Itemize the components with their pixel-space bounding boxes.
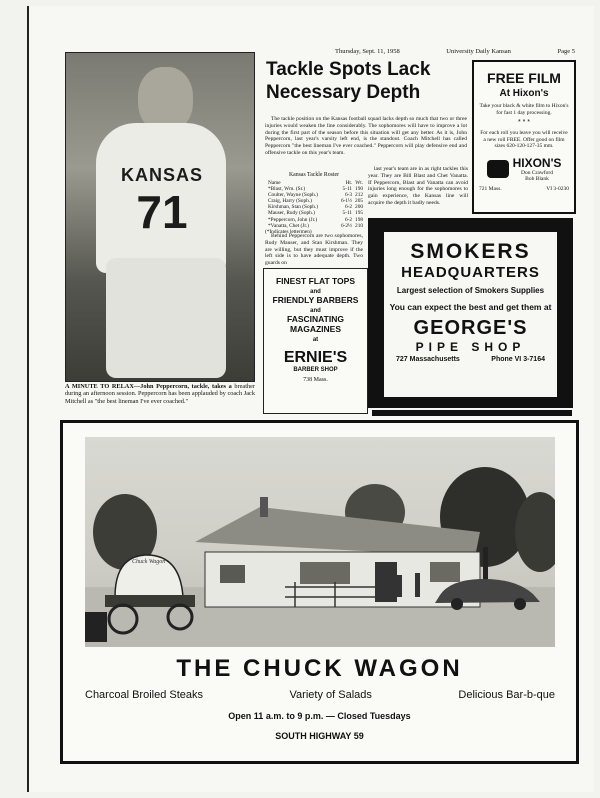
chuck-wagon-hours: Open 11 a.m. to 9 p.m. — Closed Tuesdays bbox=[228, 711, 411, 721]
roster-name: *Blast, Wm. (Sr.) bbox=[268, 186, 306, 193]
roster-wt: 210 bbox=[355, 222, 363, 229]
divider-rule bbox=[372, 410, 572, 416]
roster-table bbox=[265, 180, 363, 235]
menu-item-barbque: Delicious Bar-b-que bbox=[458, 689, 555, 701]
roster-wt: 195 bbox=[355, 210, 363, 217]
roster-wt: 205 bbox=[355, 198, 363, 205]
staff-name-2: Bob Blank bbox=[525, 176, 549, 182]
roster-name: *Vanatta, Chet (Jr.) bbox=[268, 222, 309, 229]
hixons-brand: HIXON'S bbox=[512, 155, 562, 170]
georges-name: GEORGE'S bbox=[413, 317, 528, 339]
roster-ht: 6-1½ bbox=[341, 198, 353, 205]
smokers-line-2: HEADQUARTERS bbox=[401, 264, 540, 281]
hixons-logo bbox=[474, 156, 574, 183]
header-page-number: Page 5 bbox=[557, 48, 575, 55]
film-ad-line-2: For each roll you leave you will receive a new roll FREE. Offer good on film sizes 620-120-127-35 mm. bbox=[480, 130, 568, 149]
article-headline bbox=[266, 58, 466, 104]
film-ad-footer bbox=[479, 186, 569, 192]
smokers-line-4: You can expect the best and get them at bbox=[389, 302, 552, 312]
roster-note: (*Indicates lettermen) bbox=[265, 228, 312, 235]
ernie-address: 738 Mass. bbox=[303, 377, 328, 383]
menu-item-salads: Variety of Salads bbox=[289, 689, 372, 701]
menu-item-steaks: Charcoal Broiled Steaks bbox=[85, 689, 204, 701]
roster-wt: 212 bbox=[355, 192, 363, 199]
smokers-line-3: Largest selection of Smokers Supplies bbox=[396, 286, 545, 295]
roster-name: Mauser, Rudy (Soph.) bbox=[268, 210, 315, 217]
chuck-wagon-address: SOUTH HIGHWAY 59 bbox=[275, 731, 364, 741]
headline-line-1: Tackle Spots Lack bbox=[266, 59, 431, 80]
roster-ht: 6-2 bbox=[344, 204, 353, 211]
roster-wt: 190 bbox=[355, 186, 363, 193]
smokers-ad-panel bbox=[384, 232, 557, 397]
football-player-photo bbox=[65, 52, 255, 382]
smokers-address: 727 Massachusetts bbox=[396, 356, 460, 363]
roster-header-ht: Ht. bbox=[345, 180, 353, 186]
roster-ht: 6-2 bbox=[344, 216, 353, 223]
chuck-wagon-title: THE CHUCK WAGON bbox=[176, 655, 463, 682]
roster-header-wt: Wt. bbox=[355, 180, 363, 186]
film-ad-address: 721 Mass. bbox=[479, 185, 502, 192]
smokers-line-1: SMOKERS bbox=[410, 240, 531, 263]
roster-title: Kansas Tackle Roster bbox=[288, 172, 340, 178]
restaurant-sketch bbox=[85, 437, 555, 647]
smokers-phone: Phone VI 3-7164 bbox=[491, 356, 545, 363]
roster-header-name: Name bbox=[268, 180, 281, 186]
roster-name: Coulter, Wayne (Soph.) bbox=[268, 192, 318, 199]
ernies-barber-ad bbox=[263, 268, 368, 414]
roster-ht: 5-11 bbox=[342, 186, 353, 193]
caption-lead: A MINUTE TO RELAX—John Peppercorn, tackle, takes a bbox=[65, 383, 232, 390]
smokers-headquarters-ad bbox=[368, 218, 573, 408]
article-column-2: last year's team are in as right tackles this year. They are Bill Blast and Chet Vanatta. If Peppercorn, Blast and Vanatta can avoid injuries long enough for the sophomores to gain experience, the Kansas line will acquire the depth it badly needs. bbox=[368, 166, 468, 206]
wagon-sign: Chuck Wagon bbox=[132, 559, 166, 565]
ernie-line-1: FINEST FLAT TOPS bbox=[275, 276, 356, 286]
headline-line-2: Necessary Depth bbox=[266, 82, 421, 103]
film-ad-phone: VI 3-0230 bbox=[546, 185, 569, 192]
film-ad-title: FREE FILM bbox=[487, 70, 561, 86]
roster-name: Craig, Harry (Soph.) bbox=[268, 198, 312, 205]
roster-ht: 6-2½ bbox=[341, 222, 353, 229]
ernie-name: ERNIE'S bbox=[283, 349, 348, 366]
ernie-line-3: FASCINATING MAGAZINES bbox=[287, 314, 344, 334]
roster-row bbox=[265, 223, 363, 229]
staff-name-1: Don Crawford bbox=[521, 169, 553, 176]
photo-caption bbox=[65, 383, 255, 405]
ernie-and-1: and bbox=[310, 289, 321, 295]
ernie-line-2: FRIENDLY BARBERS bbox=[272, 295, 359, 305]
header-date: Thursday, Sept. 11, 1958 bbox=[335, 48, 400, 55]
film-ad-stars: * * * bbox=[517, 119, 531, 126]
roster-name: *Peppercorn, John (Jr.) bbox=[268, 216, 318, 223]
header-paper: University Daily Kansan bbox=[446, 48, 511, 55]
pipe-shop: PIPE SHOP bbox=[415, 340, 526, 354]
chuck-wagon-ad bbox=[60, 420, 579, 764]
jersey-text: KANSAS bbox=[120, 165, 203, 185]
jersey-number: 71 bbox=[136, 186, 188, 238]
film-ad-line-1: Take your black & white film to Hixon's for fast 1 day processing. bbox=[479, 103, 569, 116]
roster-ht: 5-11 bbox=[342, 210, 353, 217]
ernie-shop: BARBER SHOP bbox=[293, 367, 338, 373]
free-film-ad bbox=[472, 60, 576, 214]
camera-icon bbox=[487, 160, 509, 178]
roster-wt: 200 bbox=[355, 204, 363, 211]
article-paragraph-2: Behind Peppercorn are two sophomores, Rudy Mauser, and Stan Kirshman. They are willing, but they must improve if the left side is to have adequate depth. Two guards on bbox=[265, 233, 363, 267]
film-ad-at: At Hixon's bbox=[499, 88, 549, 99]
roster-wt: 198 bbox=[355, 216, 363, 223]
smokers-footer bbox=[396, 356, 545, 363]
roster-name: Kirshman, Stan (Soph.) bbox=[268, 204, 319, 211]
article-paragraph-1: The tackle position on the Kansas football squad lacks depth so much that two or three injuries would weaken the line considerably. The sophomores will have to improve a lot during the first part of the season before this situation will get any better. As it is, John Peppercorn, last year's varsity left end, is the standout. Coach Mitchell has called Peppercorn "the best lineman I've ever coached." Peppercorn will play defensive end and offensive tackle on this year's team. bbox=[265, 116, 467, 156]
caption-body: breather during an afternoon session. Peppercorn has been applauded by coach Jack Mitchell as "the best lineman I've ever coached." bbox=[65, 383, 256, 405]
ernie-at: at bbox=[312, 337, 319, 343]
chuck-wagon-menu bbox=[85, 689, 555, 701]
restaurant-illustration bbox=[85, 437, 555, 647]
ernie-and-2: and bbox=[310, 308, 321, 314]
player-pants bbox=[106, 258, 226, 378]
roster-ht: 6-3 bbox=[344, 192, 353, 199]
